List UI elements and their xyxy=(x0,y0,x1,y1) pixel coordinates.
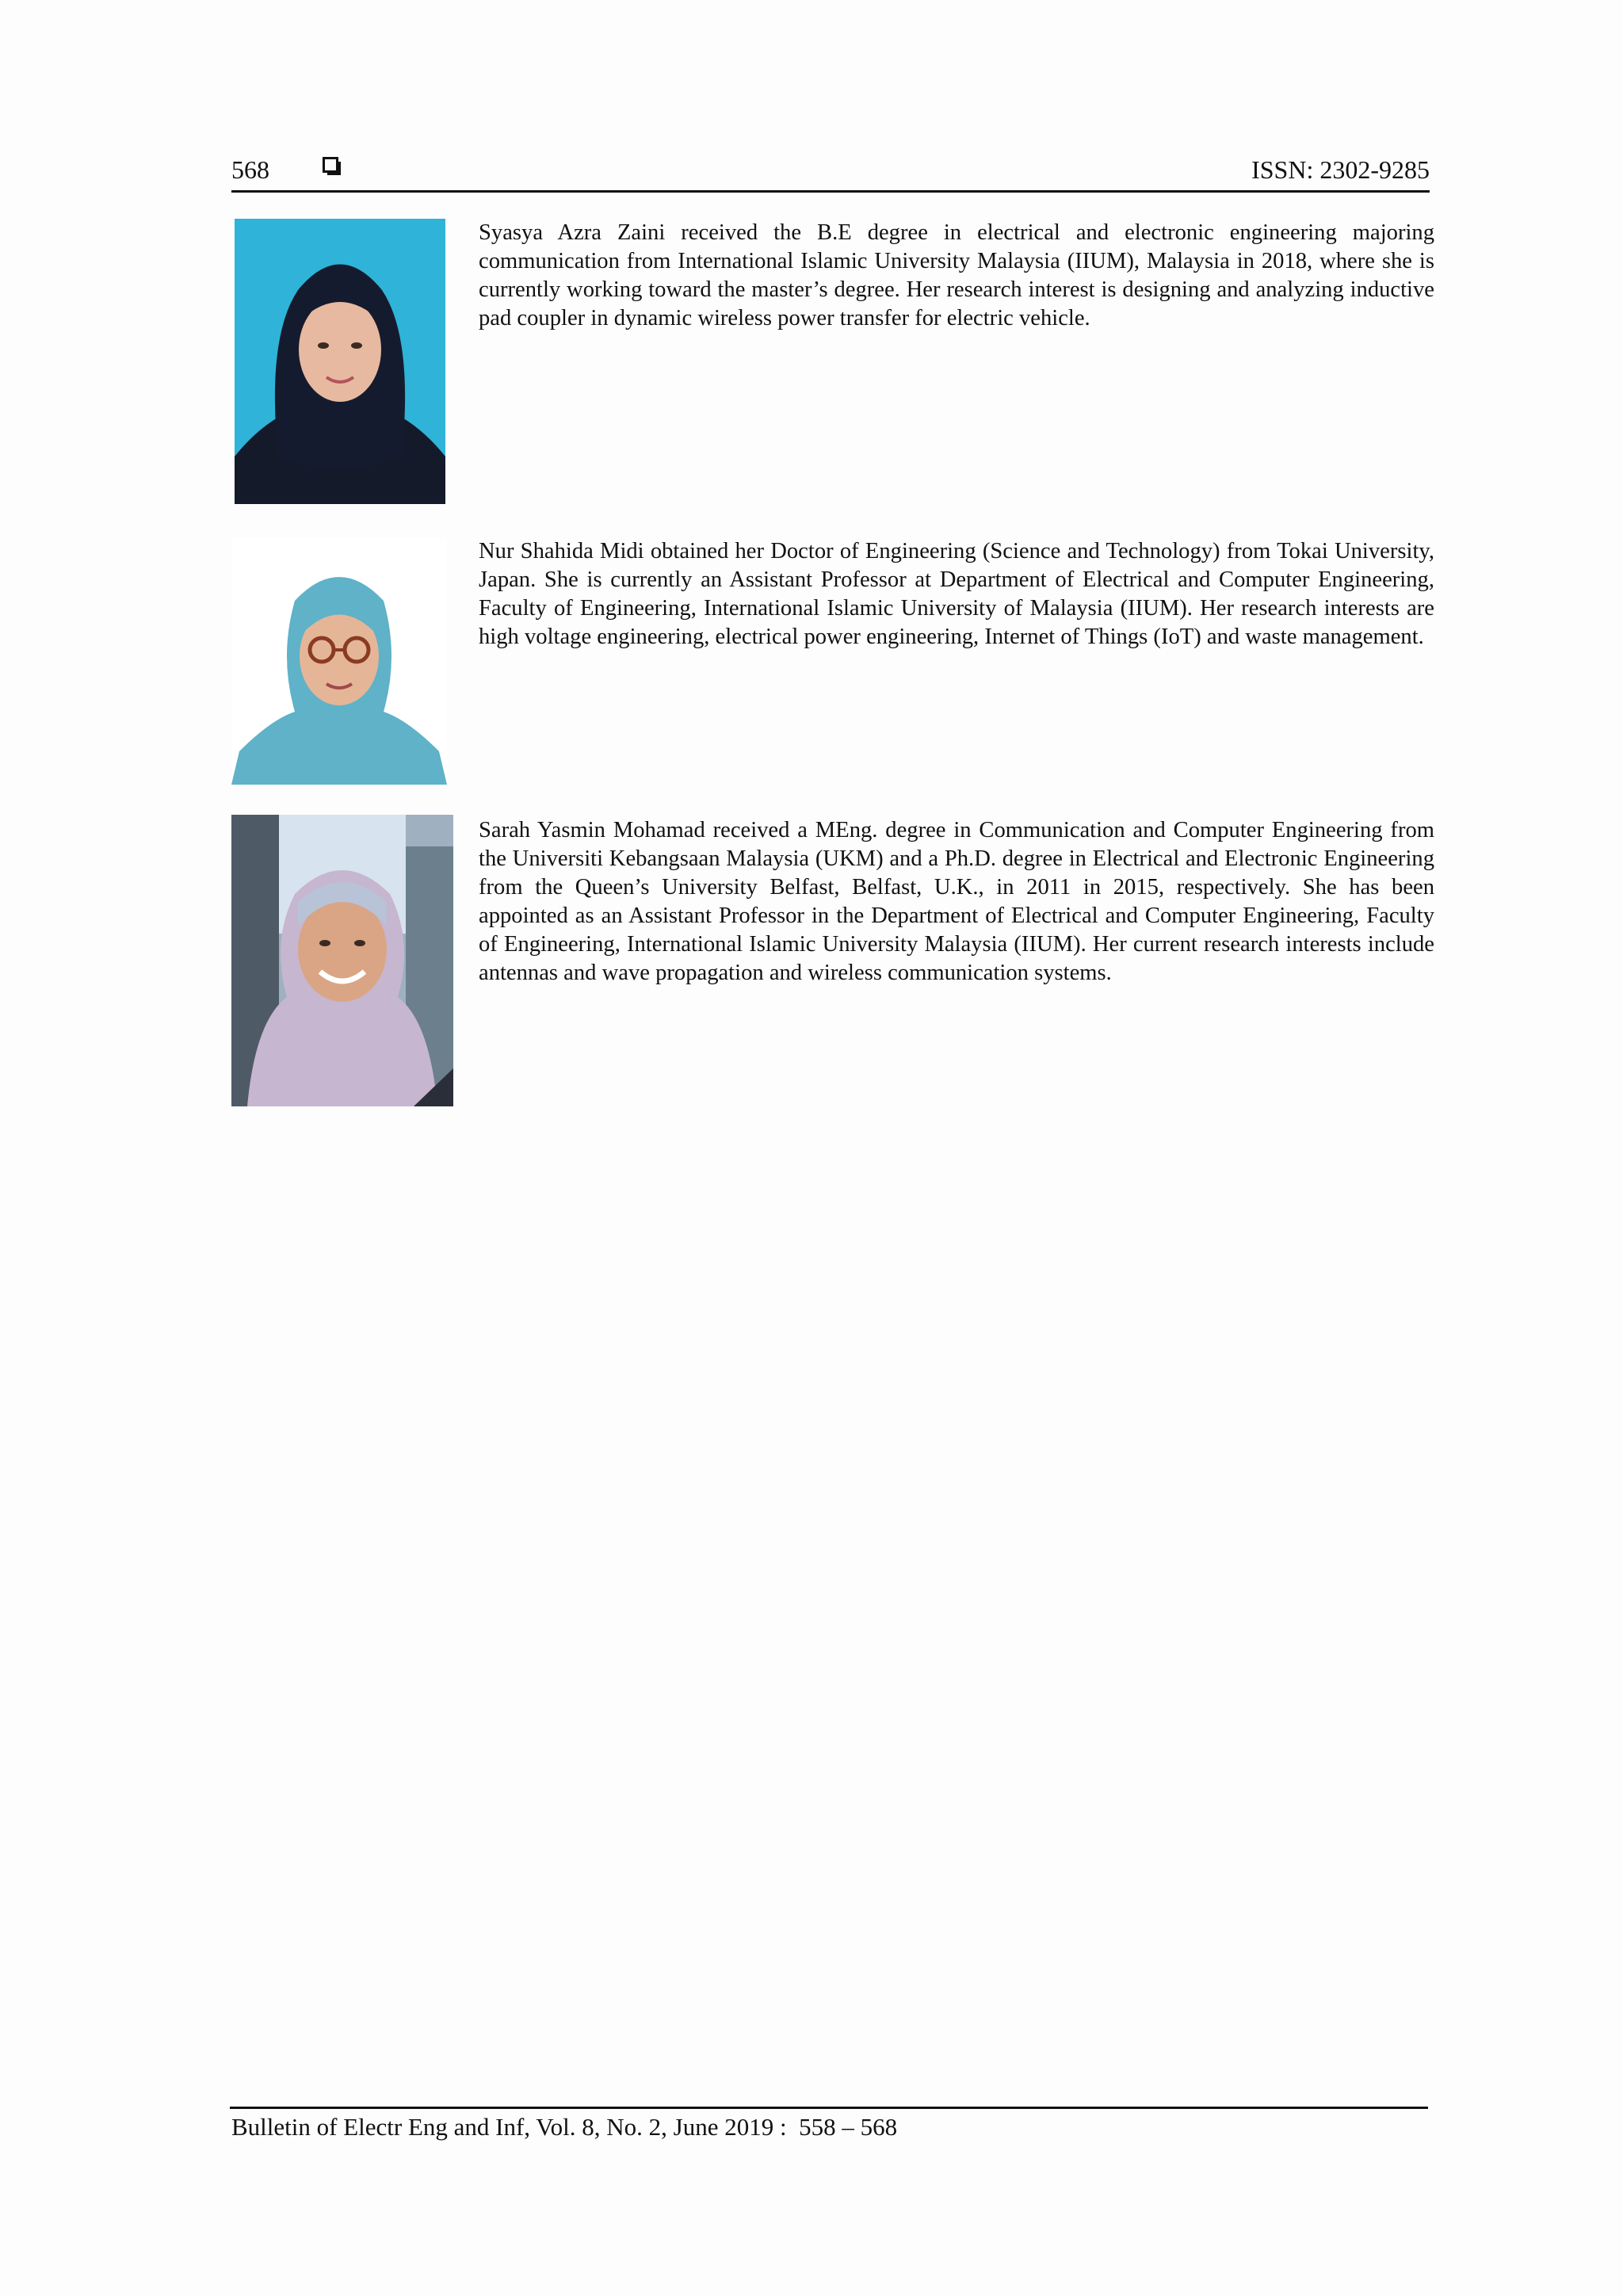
page-header xyxy=(231,151,1430,193)
author-bio-syasya: Syasya Azra Zaini received the B.E degree in electrical and electronic engineering majoring communication from International Islamic University Malaysia (IIUM), Malaysia in 2018, where she is currently working toward the master’s degree. Her research interest is designing and analyzing inductive pad coupler in dynamic wireless power transfer for electric vehicle. xyxy=(479,220,1434,330)
footer-rule xyxy=(230,2107,1428,2109)
page-number: 568 xyxy=(231,155,269,184)
portrait-photo-icon xyxy=(231,537,447,785)
box-bullet-icon xyxy=(323,157,342,176)
portrait-photo-icon xyxy=(235,219,445,504)
issn: ISSN: 2302-9285 xyxy=(1251,155,1430,184)
author-photo-sarah-yasmin xyxy=(231,815,453,1106)
author-photo-nur-shahida xyxy=(231,537,447,785)
footer-citation: Bulletin of Electr Eng and Inf, Vol. 8, No. 2, June 2019 : 558 – 568 xyxy=(231,2113,898,2141)
portrait-photo-icon xyxy=(231,815,453,1106)
author-photo-syasya xyxy=(235,219,445,504)
author-bio-sarah-yasmin: Sarah Yasmin Mohamad received a MEng. degree in Communication and Computer Engineering from the Universiti Kebangsaan Malaysia (UKM) and a Ph.D. degree in Electrical and Electronic Engineering from the Queen’s University Belfast, Belfast, U.K., in 2011 in 2015, respectively. She has been appointed as an Assistant Professor in the Department of Electrical and Computer Engineering, Faculty of Engineering, International Islamic University Malaysia (IIUM). Her current research interests include antennas and wave propagation and wireless communication systems. xyxy=(479,818,1434,985)
author-bio-nur-shahida: Nur Shahida Midi obtained her Doctor of Engineering (Science and Technology) from Tokai University, Japan. She is currently an Assistant Professor at Department of Electrical and Computer Engineering, Faculty of Engineering, International Islamic University of Malaysia (IIUM). Her research interests are high voltage engineering, electrical power engineering, Internet of Things (IoT) and waste management. xyxy=(479,539,1434,649)
